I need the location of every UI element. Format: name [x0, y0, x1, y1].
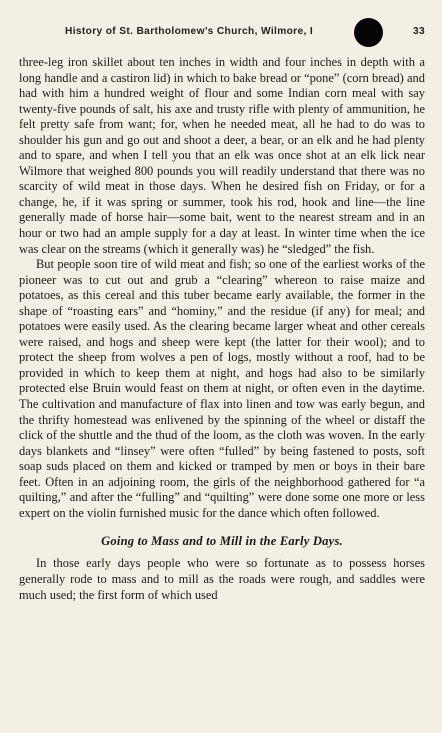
running-head: [19, 22, 425, 42]
body-text: [19, 55, 425, 603]
page-number: 33: [412, 26, 425, 37]
running-head-title: History of St. Bartholomew’s Church, Wilmore, I: [65, 26, 314, 37]
punch-hole: [354, 18, 383, 47]
section-heading: Going to Mass and to Mill in the Early Days.: [101, 534, 343, 549]
paragraph-pioneer-clearing: But people soon tire of wild meat and fish; so one of the earliest works of the pioneer was to cut out and grub a “clearing” whereon to raise maize and potatoes, as this cereal and this tuber became early available, the former in the shape of “roasting ears” and “hominy,” and the residue (if any) for meal; and potatoes were easily used. As the clearing became larger wheat and other cereals were raised, and hogs and sheep were kept (the latter for their wool); and to protect the sheep from wolves a pen of logs, mostly without a roof, had to be provided in which to keep them at night, and hogs had also to be similarly protected else Bruin would feast on them at night, or often even in the daytime. The cultivation and manufacture of flax into linen and tow was early begun, and the thrifty homestead was enlivened by the spinning of the wheel or distaff the click of the shuttle and the thud of the loom, as the cloth was woven. In the early days blankets and “linsey” were often “fulled” by being fastened to posts, soft soap suds placed on them and kicked or tramped by men or boys in their bare feet. Often in an adjoining room, the girls of the neighborhood gathered for “a quilting,” and after the “fulling” and “quilting” were done some one more or less expert on the violin furnished music for the dance which often followed.: [19, 257, 425, 520]
paragraph-continued: three-leg iron skillet about ten inches in width and four inches in depth with a long handle and a castiron lid) in which to bake bread or “pone” (corn bread) and had with him a hundred weight of flour and some Indian corn meal with say twenty-five pounds of salt, his axe and trusty rifle with plenty of ammunition, he felt pretty safe from want; for, when he needed meat, all he had to do was to shoulder his gun and go out and shoot a deer, a bear, or an elk and he had plenty and to spare, and when I tell you that an elk was once shot at an elk lick near Wilmore that weighed 800 pounds you will readily understand that there was no scarcity of wild meat in those days. When he desired fish on Friday, or for a change, he, if it was spring or summer, took his rod, hook and line—the line generally made of horse hair—some bait, went to the nearest stream and in an hour or two had an ample supply for a day at least. In winter time when the ice was clear on the streams (which it generally was) he “sledged” the fish.: [19, 55, 425, 256]
paragraph-mass-and-mill: In those early days people who were so fortunate as to possess horses generally rode to mass and to mill as the roads were rough, and saddles were much used; the first form of which used: [19, 556, 425, 602]
